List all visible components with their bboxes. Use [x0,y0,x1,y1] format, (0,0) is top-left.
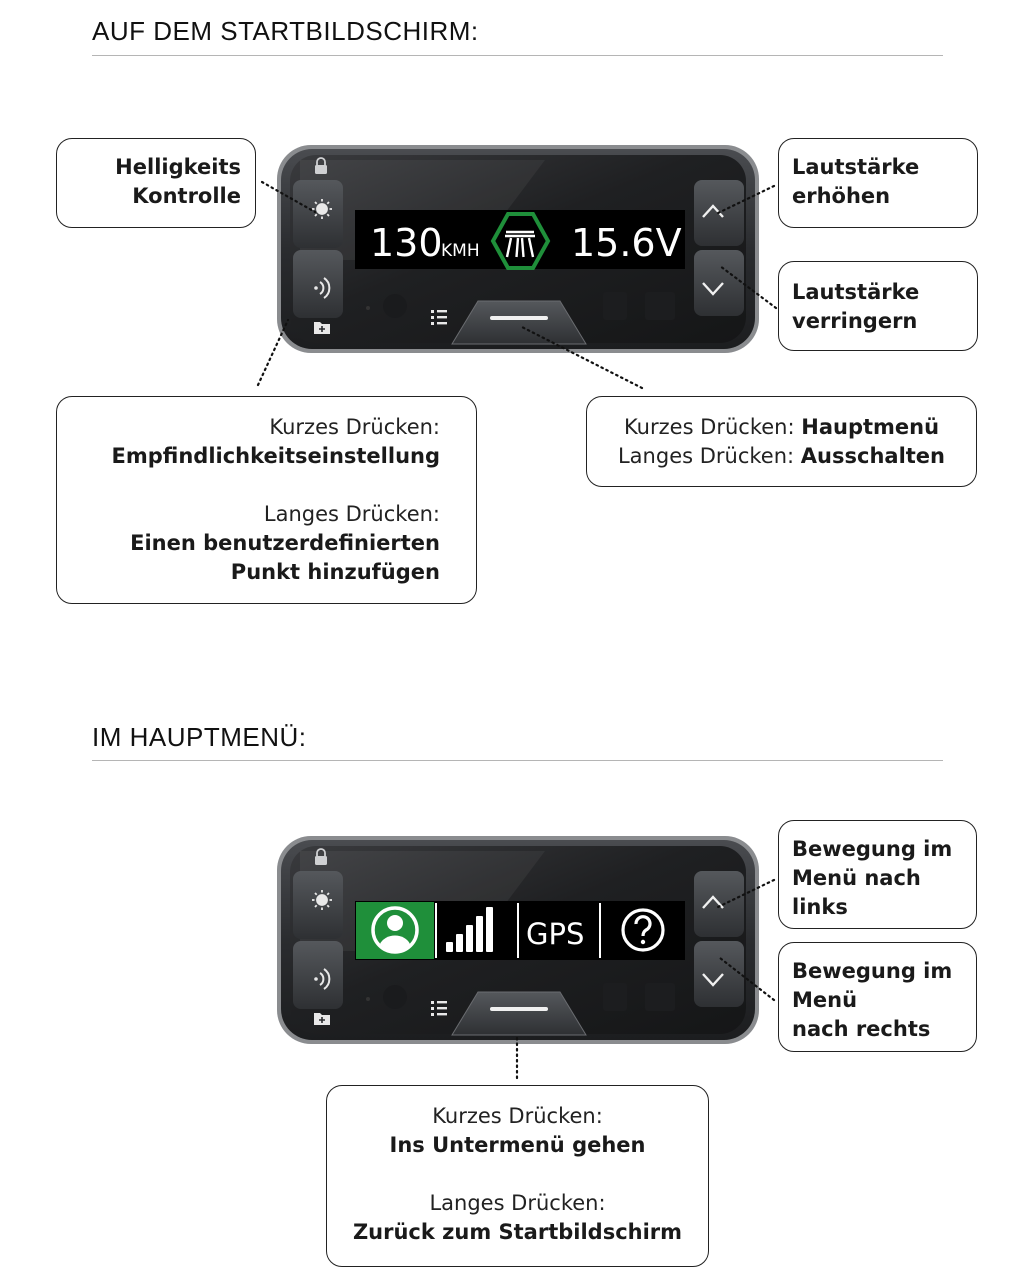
menu-right-label-1: Bewegung im [792,959,953,983]
volume-up-label-2: erhöhen [792,184,891,208]
menu-list-icon [431,1001,447,1016]
menu-item-gps: GPS [526,917,585,951]
long-press-label: Langes Drücken: [429,1191,606,1215]
callout-sensitivity-button [56,396,477,604]
brightness-button[interactable] [293,180,343,248]
callout-enter-button [326,1085,709,1267]
short-press-action: Ins Untermenü gehen [389,1133,646,1157]
short-press-label: Kurzes Drücken: [623,415,795,439]
long-press-action-1: Einen benutzerdefinierten [130,531,440,555]
volume-down-label-1: Lautstärke [792,280,920,304]
callout-menu-left [778,820,977,929]
callout-volume-down [778,261,978,351]
sensitivity-button[interactable] [293,250,343,318]
menu-list-icon [431,310,447,325]
volume-down-label-2: verringern [792,309,918,333]
long-press-action: Ausschalten [800,444,945,468]
callout-brightness [56,138,256,228]
radar-device-home [277,145,759,353]
short-press-label: Kurzes Drücken: [269,415,440,439]
menu-right-label-3: nach rechts [792,1017,931,1041]
highway-icon [493,214,548,268]
long-press-action: Zurück zum Startbildschirm [352,1220,683,1244]
menu-right-label-2: Menü [792,988,858,1012]
long-press-label: Langes Drücken: [263,502,440,526]
menu-right-button[interactable] [694,941,744,1007]
callout-volume-up [778,138,978,228]
brightness-button[interactable] [293,871,343,939]
callout-main-button [586,396,977,487]
menu-left-label-1: Bewegung im [792,837,953,861]
menu-left-label-2: Menü nach [792,866,921,890]
speed-unit: KMH [441,241,480,261]
voltage-value: 15.6V [571,221,682,265]
callout-menu-right [778,942,977,1052]
sensitivity-button[interactable] [293,941,343,1009]
long-press-label: Langes Drücken: [617,444,795,468]
section-title-menu: IM HAUPTMENÜ: [92,722,307,752]
menu-left-label-3: links [792,895,848,919]
volume-up-label-1: Lautstärke [792,155,920,179]
brightness-label-1: Helligkeits [115,155,241,179]
speed-value: 130 [370,221,443,265]
section-title-home: AUF DEM STARTBILDSCHIRM: [92,16,479,46]
short-press-label: Kurzes Drücken: [432,1104,603,1128]
short-press-action: Hauptmenü [801,415,940,439]
brightness-label-2: Kontrolle [132,184,241,208]
radar-device-menu [277,836,759,1044]
long-press-action-2: Punkt hinzufügen [230,560,440,584]
volume-down-button[interactable] [694,250,744,316]
short-press-action: Empfindlichkeitseinstellung [111,444,440,468]
